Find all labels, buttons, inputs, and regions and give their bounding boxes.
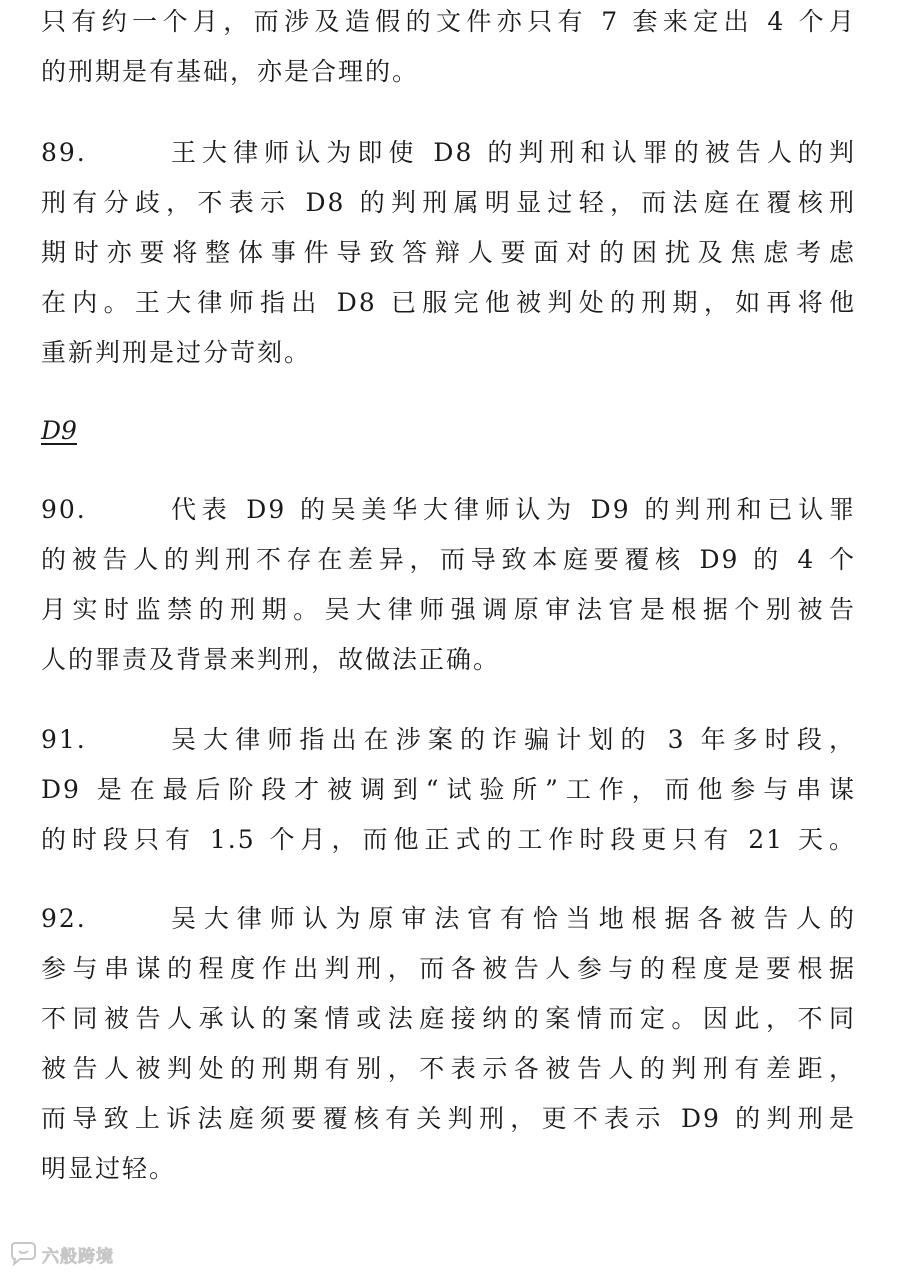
- section-heading: D9: [41, 416, 77, 445]
- paragraph-number: 89.: [41, 138, 87, 167]
- paragraph-90-first-line: [41, 485, 856, 535]
- paragraph-text: 吴大律师认为原审法官有恰当地根据各被告人的: [171, 904, 856, 933]
- paragraph-line: 月实时监禁的刑期。吴大律师强调原审法官是根据个别被告: [41, 595, 856, 624]
- paragraph-text: 吴大律师指出在涉案的诈骗计划的 3 年多时段，: [171, 725, 856, 754]
- paragraph-line: D9 是在最后阶段才被调到“试验所”工作，而他参与串谋: [41, 775, 856, 804]
- paragraph-line: 的被告人的判刑不存在差异，而导致本庭要覆核 D9 的 4 个: [41, 545, 856, 574]
- paragraph-line: 被告人被判处的刑期有别，不表示各被告人的判刑有差距，: [41, 1054, 856, 1083]
- paragraph-92-first-line: [41, 894, 856, 944]
- paragraph-line: 重新判刑是过分苛刻。: [41, 338, 312, 367]
- paragraph-line: 只有约一个月，而涉及造假的文件亦只有 7 套来定出 4 个月: [41, 7, 856, 36]
- paragraph-line: 不同被告人承认的案情或法庭接纳的案情而定。因此，不同: [41, 1004, 856, 1033]
- paragraph-89-first-line: [41, 128, 856, 178]
- paragraph-line: 明显过轻。: [41, 1154, 177, 1183]
- paragraph-line: 刑有分歧，不表示 D8 的判刑属明显过轻，而法庭在覆核刑: [41, 188, 856, 217]
- paragraph-text: 代表 D9 的吴美华大律师认为 D9 的判刑和已认罪: [171, 495, 856, 524]
- speech-bubble-logo-icon: [8, 1242, 38, 1266]
- paragraph-line: 人的罪责及背景来判刑，故做法正确。: [41, 645, 501, 674]
- watermark-text: 六般跨境: [42, 1246, 114, 1267]
- watermark: [8, 1240, 114, 1268]
- paragraph-91-first-line: [41, 715, 856, 765]
- paragraph-line: 的时段只有 1.5 个月，而他正式的工作时段更只有 21 天。: [41, 825, 856, 854]
- paragraph-line: 参与串谋的程度作出判刑，而各被告人参与的程度是要根据: [41, 954, 856, 983]
- paragraph-line: 而导致上诉法庭须要覆核有关判刑，更不表示 D9 的判刑是: [41, 1104, 856, 1133]
- paragraph-text: 王大律师认为即使 D8 的判刑和认罪的被告人的判: [171, 138, 856, 167]
- paragraph-line: 期时亦要将整体事件导致答辩人要面对的困扰及焦虑考虑: [41, 238, 856, 267]
- paragraph-number: 92.: [41, 904, 87, 933]
- paragraph-number: 90.: [41, 495, 87, 524]
- paragraph-number: 91.: [41, 725, 87, 754]
- paragraph-line: 的刑期是有基础，亦是合理的。: [41, 57, 420, 86]
- paragraph-line: 在内。王大律师指出 D8 已服完他被判处的刑期，如再将他: [41, 288, 856, 317]
